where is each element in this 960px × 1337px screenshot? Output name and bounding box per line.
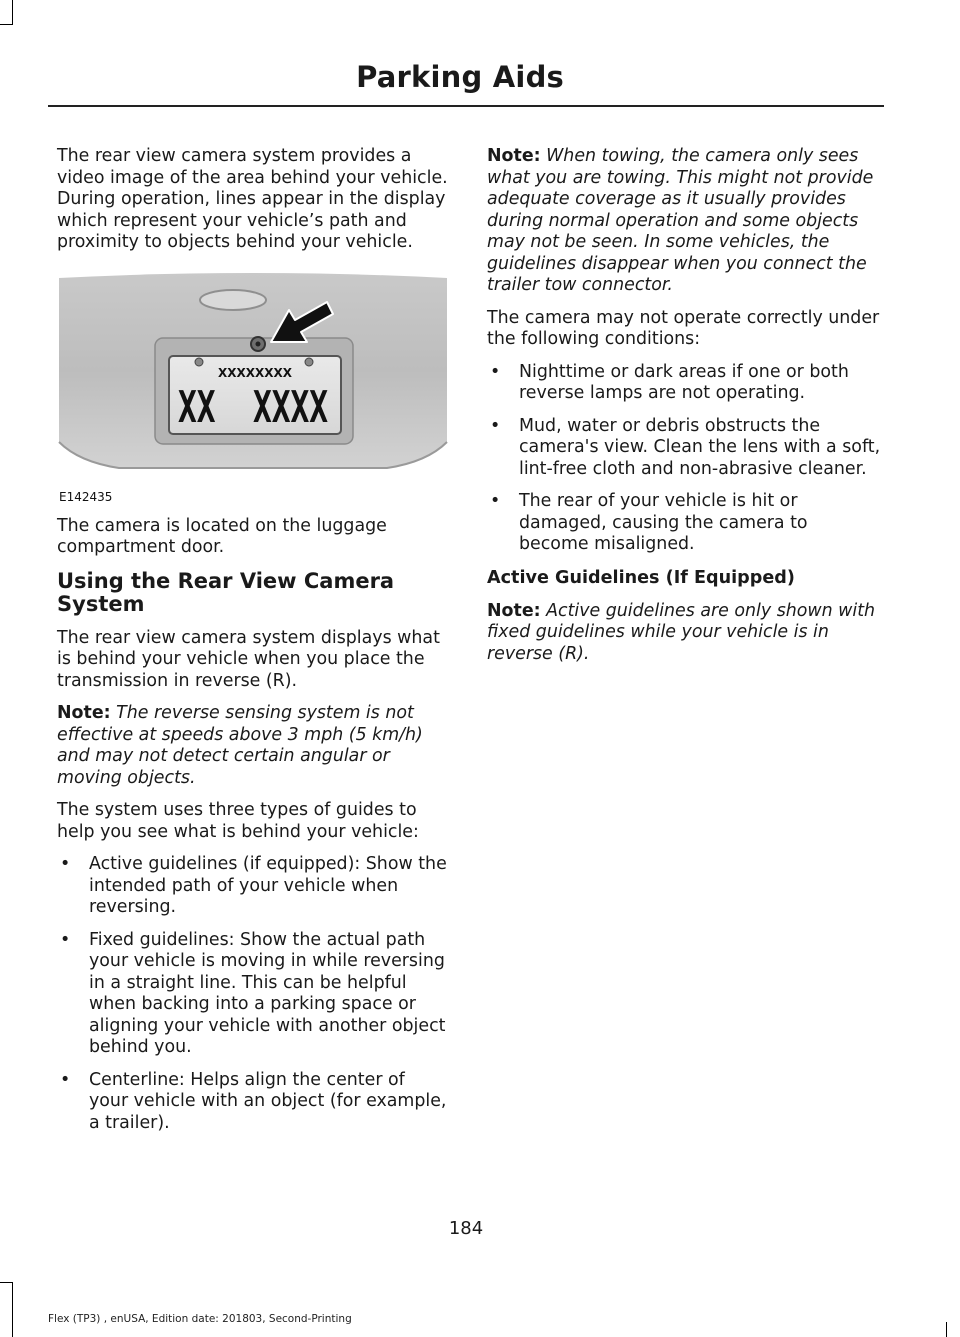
header-rule (48, 105, 884, 107)
page-number: 184 (448, 1218, 484, 1239)
list-item-text: Fixed guidelines: Show the actual path your vehicle is moving in while reversing in a straight line. This can be helpful when backing into a parking space or aligning your vehicle with another object behind you. (89, 929, 446, 1057)
conditions-list (487, 362, 882, 556)
bullet-icon: • (60, 854, 71, 874)
list-item (57, 930, 449, 1059)
crop-mark-bottom-left-vertical (12, 1282, 13, 1337)
note-text: The reverse sensing system is not effective at speeds above 3 mph (5 km/h) and may not detect certain angular or moving objects. (57, 703, 423, 788)
camera-lens-center (256, 341, 261, 346)
list-item-text: Mud, water or debris obstructs the camera's view. Clean the lens with a soft, lint-free cloth and non-abrasive cleaner. (519, 415, 881, 479)
page-title: Parking Aids (356, 60, 564, 94)
note-label: Note: (487, 146, 541, 166)
plate-main-text: XX XXXX (178, 381, 328, 433)
list-item (57, 1070, 449, 1135)
intro-paragraph: The rear view camera system provides a video image of the area behind your vehicle. During operation, lines appear in the display which represent your vehicle’s path and proximity to objects behind your vehicle. (57, 146, 448, 252)
conditions-intro: The camera may not operate correctly under the following conditions: (487, 307, 880, 349)
note-text: Active guidelines are only shown with fixed guidelines while your vehicle is in reverse (R). (487, 600, 876, 664)
list-item (487, 416, 882, 481)
section-heading-using-camera: Using the Rear View Camera System (57, 568, 395, 616)
list-item-text: Centerline: Helps align the center of your vehicle with an object (for example, a trailer). (89, 1069, 447, 1133)
displays-paragraph: The rear view camera system displays what is behind your vehicle when you place the transmission in reverse (R). (57, 627, 440, 691)
crop-mark-bottom-left-horizontal (0, 1282, 13, 1283)
active-guidelines-note (487, 601, 882, 666)
note-label: Note: (57, 703, 111, 723)
crop-mark-top-left-horizontal (0, 24, 13, 25)
bullet-icon: • (490, 361, 501, 382)
bullet-icon: • (60, 929, 71, 950)
crop-mark-bottom-right-vertical (946, 1322, 947, 1337)
bullet-icon: • (490, 415, 501, 436)
list-item (487, 491, 882, 556)
crop-mark-top-left-vertical (12, 0, 13, 24)
note-text: When towing, the camera only sees what you are towing. This might not provide adequate coverage as it usually provides during normal operation and some objects may not be seen. In some vehicles, the guidelines disappear when you connect the trailer tow connector. (487, 146, 874, 295)
figure-id: E142435 (59, 489, 113, 504)
plate-top-text: XXXXXXXX (217, 365, 293, 380)
bullet-icon: • (60, 1069, 71, 1090)
list-item-text: Nighttime or dark areas if one or both reverse lamps are not operating. (519, 361, 849, 403)
left-column (57, 146, 449, 1145)
bullet-icon: • (490, 491, 501, 511)
plate-screw-right (305, 358, 313, 366)
camera-location-figure (57, 272, 449, 504)
footer-edition: Flex (TP3) , enUSA, Edition date: 201803, Second-Printing (48, 1313, 352, 1325)
guides-list (57, 854, 449, 1134)
guides-intro: The system uses three types of guides to help you see what is behind your vehicle: (57, 800, 419, 842)
liftgate-illustration (57, 272, 449, 487)
towing-note (487, 146, 882, 297)
section-heading-active-guidelines: Active Guidelines (If Equipped) (487, 567, 795, 588)
camera-location-text: The camera is located on the luggage compartment door. (57, 515, 387, 557)
list-item-text: The rear of your vehicle is hit or damaged, causing the camera to become misaligned. (519, 491, 808, 554)
right-column (487, 146, 882, 676)
list-item (57, 854, 449, 919)
speed-note (57, 703, 449, 789)
handle-recess (200, 290, 266, 310)
list-item (487, 362, 882, 405)
list-item-text: Active guidelines (if equipped): Show the intended path of your vehicle when reversing. (89, 854, 447, 917)
note-label: Note: (487, 600, 541, 621)
plate-screw-left (195, 358, 203, 366)
